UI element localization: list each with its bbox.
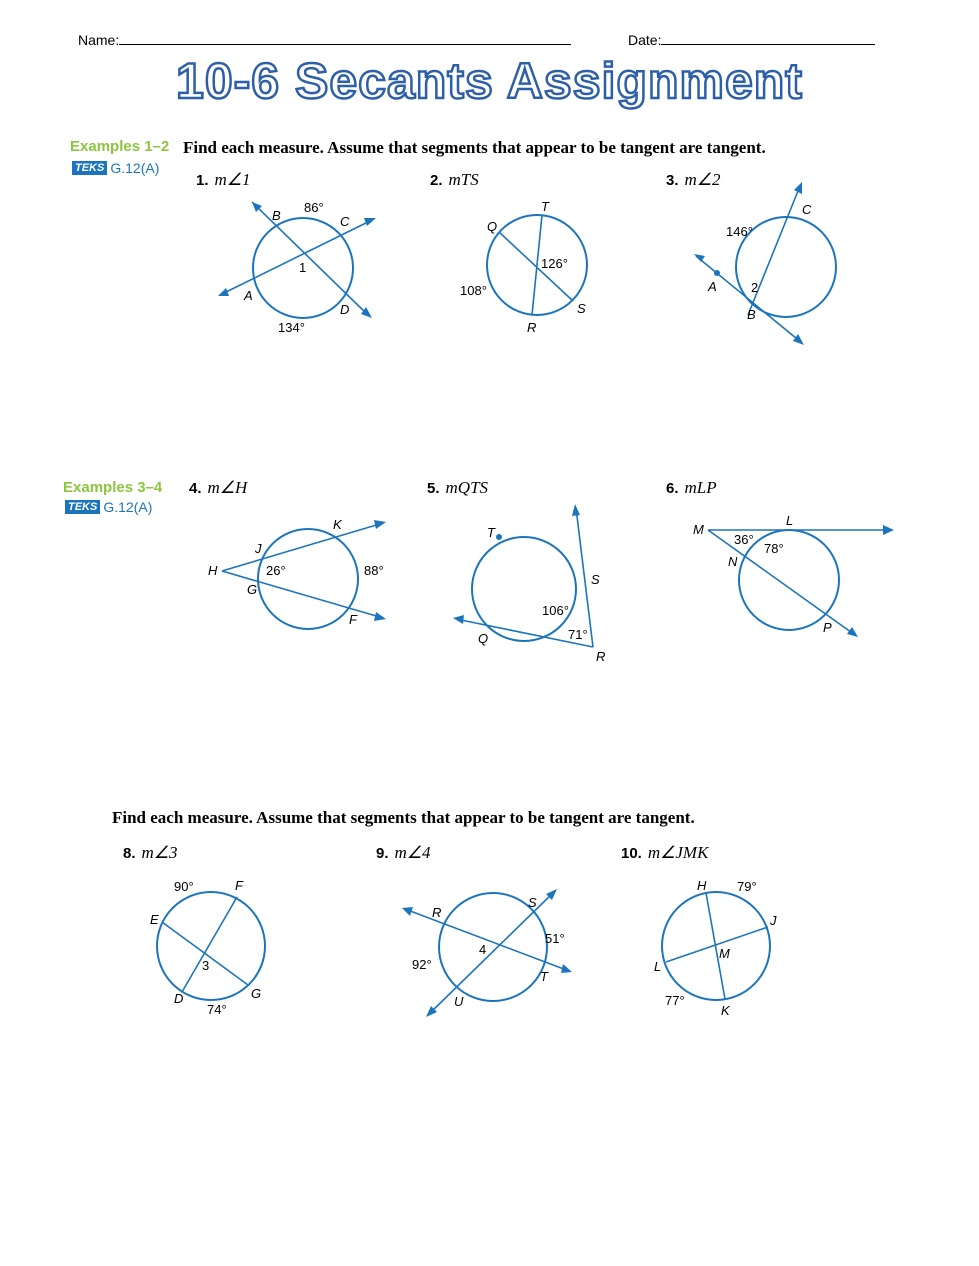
arc-74: 74° xyxy=(207,1002,227,1017)
arc-146: 146° xyxy=(726,224,753,239)
figure-10 xyxy=(650,875,785,1020)
arc-134: 134° xyxy=(278,320,305,335)
secant-ac xyxy=(222,220,372,294)
label-b: B xyxy=(747,307,756,322)
problem-1: 1. m∠1 xyxy=(196,170,251,189)
label-e: E xyxy=(150,912,159,927)
instruction-2: Find each measure. Assume that segments that appear to be tangent are tangent. xyxy=(112,808,695,827)
label-f: F xyxy=(349,612,357,627)
label-t: T xyxy=(487,525,495,540)
teks-standard-1 xyxy=(72,160,159,176)
examples-label-1: Examples 1–2 xyxy=(70,138,170,155)
arc-90: 90° xyxy=(174,879,194,894)
label-s: S xyxy=(528,895,537,910)
figure-6 xyxy=(690,510,900,645)
label-l: L xyxy=(654,959,662,974)
chord-fd xyxy=(182,897,237,992)
angle-71: 71° xyxy=(568,627,588,642)
arc-78: 78° xyxy=(764,541,784,556)
arc-86: 86° xyxy=(304,200,324,215)
label-h: H xyxy=(697,878,707,893)
arc-126: 126° xyxy=(541,256,568,271)
label-r: R xyxy=(596,649,606,664)
name-field[interactable] xyxy=(78,32,571,48)
label-r: R xyxy=(432,905,442,920)
circle xyxy=(258,529,358,629)
label-s: S xyxy=(591,572,600,587)
label-p: P xyxy=(823,620,832,635)
figure-8 xyxy=(145,875,280,1020)
label-g: G xyxy=(247,582,258,597)
circle xyxy=(157,892,265,1000)
examples-label-2: Examples 3–4 xyxy=(63,479,163,496)
arc-26: 26° xyxy=(266,563,286,578)
label-f: F xyxy=(235,878,243,893)
angle-36: 36° xyxy=(734,532,754,547)
figure-9 xyxy=(395,885,580,1025)
date-blank[interactable] xyxy=(661,32,875,45)
label-l: L xyxy=(786,513,794,528)
teks-code: G.12(A) xyxy=(103,499,153,515)
secant-cb xyxy=(748,186,800,315)
label-m: M xyxy=(719,946,730,961)
label-d: D xyxy=(340,302,350,317)
label-q: Q xyxy=(487,219,498,234)
arc-106: 106° xyxy=(542,603,569,618)
label-u: U xyxy=(454,994,464,1009)
circle xyxy=(739,530,839,630)
label-n: N xyxy=(728,554,738,569)
angle-1: 1 xyxy=(299,260,307,275)
arc-108: 108° xyxy=(460,283,487,298)
tangent-ab xyxy=(696,256,802,343)
label-t: T xyxy=(540,969,548,984)
problem-2: 2. mTS xyxy=(430,170,479,189)
teks-code: G.12(A) xyxy=(110,160,160,176)
label-j: J xyxy=(255,541,262,556)
angle-3: 3 xyxy=(202,958,210,973)
label-r: R xyxy=(527,320,537,335)
problem-8: 8. m∠3 xyxy=(123,843,178,862)
arc-79: 79° xyxy=(737,879,757,894)
angle-4: 4 xyxy=(479,942,487,957)
arc-77: 77° xyxy=(665,993,685,1008)
label-a: A xyxy=(244,288,253,303)
label-k: K xyxy=(721,1003,730,1018)
label-a: A xyxy=(708,279,717,294)
label-c: C xyxy=(802,202,812,217)
label-q: Q xyxy=(478,631,489,646)
arc-92: 92° xyxy=(412,957,432,972)
figure-4 xyxy=(205,515,395,635)
figure-5 xyxy=(450,500,625,665)
problem-6: 6. mLP xyxy=(666,478,717,497)
date-label: Date: xyxy=(628,32,662,48)
name-label: Name: xyxy=(78,32,120,48)
problem-4: 4. m∠H xyxy=(189,478,248,497)
label-h: H xyxy=(208,563,218,578)
teks-standard-2 xyxy=(65,499,152,515)
label-b: B xyxy=(272,208,281,223)
label-s: S xyxy=(577,301,586,316)
label-d: D xyxy=(174,991,184,1006)
instruction-1: Find each measure. Assume that segments that appear to be tangent are tangent. xyxy=(183,138,766,157)
label-c: C xyxy=(340,214,350,229)
name-blank[interactable] xyxy=(119,32,571,45)
teks-badge: TEKS xyxy=(72,161,107,175)
label-m: M xyxy=(693,522,704,537)
label-g: G xyxy=(251,986,262,1001)
label-j: J xyxy=(770,913,777,928)
problem-3: 3. m∠2 xyxy=(666,170,721,189)
figure-3 xyxy=(690,180,850,350)
teks-badge: TEKS xyxy=(65,500,100,514)
figure-1 xyxy=(200,190,390,340)
page-title: 10-6 Secants Assignment xyxy=(176,53,803,109)
problem-10: 10. m∠JMK xyxy=(621,843,709,862)
arc-88: 88° xyxy=(364,563,384,578)
problem-5: 5. mQTS xyxy=(427,478,489,497)
label-t: T xyxy=(541,199,549,214)
figure-2 xyxy=(455,195,605,340)
problem-9: 9. m∠4 xyxy=(376,843,431,862)
chord-eg xyxy=(162,922,248,985)
arc-51: 51° xyxy=(545,931,565,946)
angle-2: 2 xyxy=(751,280,759,295)
label-k: K xyxy=(333,517,342,532)
date-field[interactable] xyxy=(628,32,875,48)
